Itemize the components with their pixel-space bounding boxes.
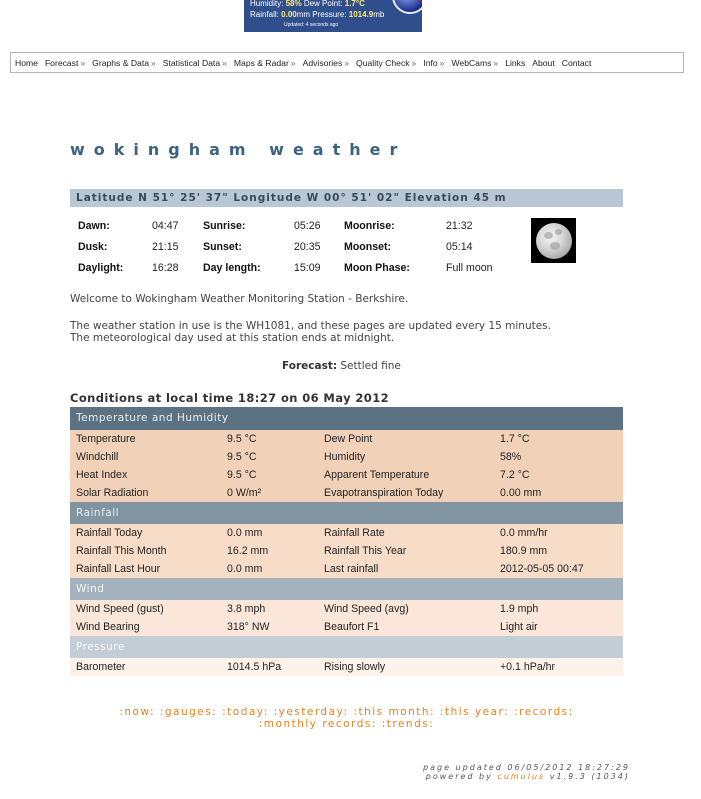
chevron-right-icon: » [439, 57, 445, 68]
chevron-right-icon: » [493, 57, 499, 68]
cell-label: Wind Speed (gust) [76, 603, 164, 615]
cell-value: 0.0 mm [227, 527, 263, 539]
footer-links-line1[interactable]: :now: :gauges: :today: :yesterday: :this month: :this year: :records: [119, 706, 574, 718]
table-row [70, 618, 623, 636]
nav-item-label: Contact [561, 57, 592, 68]
section-pressure: Pressure [70, 636, 623, 658]
banner-pressure-unit: mb [373, 10, 385, 19]
cell-label: Beaufort F1 [324, 621, 380, 633]
cell-label: Dew Point [324, 433, 373, 445]
cell-value: 3.8 mph [227, 603, 266, 615]
footer-links [70, 706, 623, 730]
nav-item-label: Maps & Radar [233, 57, 289, 68]
location-bar: Latitude N 51° 25' 37" Longitude W 00° 51' 02" Elevation 45 m [70, 189, 623, 207]
weather-banner [244, 0, 422, 32]
daylength-value: 15:09 [294, 262, 321, 274]
banner-humidity-label: Humidity: [250, 0, 284, 8]
dawn-value: 04:47 [152, 220, 179, 232]
forecast-label: Forecast: [282, 360, 338, 372]
cell-label: Rainfall Last Hour [76, 563, 161, 575]
cell-label: Rainfall Today [76, 527, 143, 539]
powered-by-prefix: powered by [425, 772, 493, 781]
nav-item-label: Links [505, 57, 526, 68]
cell-label: Rainfall Rate [324, 527, 385, 539]
nav-item-maps-radar[interactable] [234, 58, 296, 68]
table-row [70, 484, 623, 502]
table-row [70, 466, 623, 484]
cell-label: Wind Bearing [76, 621, 140, 633]
dusk-value: 21:15 [152, 241, 179, 253]
page-title: wokingham weather [70, 140, 407, 159]
nav-item-links[interactable] [505, 58, 525, 68]
table-row [70, 448, 623, 466]
cell-label: Rainfall This Year [324, 545, 407, 557]
nav-item-label: Advisories [302, 57, 343, 68]
cell-label: Humidity [324, 451, 366, 463]
nav-item-contact[interactable] [562, 58, 592, 68]
chevron-right-icon: » [344, 57, 350, 68]
banner-updated: Updated: 4 seconds ago [284, 22, 339, 28]
nav-item-webcams[interactable] [451, 58, 498, 68]
section-wind: Wind [70, 578, 623, 600]
page-updated-line: page updated 06/05/2012 18:27:29 [423, 763, 630, 772]
nav-item-label: Graphs & Data [92, 57, 149, 68]
cell-label: Wind Speed (avg) [324, 603, 409, 615]
cell-value: 318° NW [227, 621, 270, 633]
cell-value: 9.5 °C [227, 469, 257, 481]
welcome-text: Welcome to Wokingham Weather Monitoring Station - Berkshire. [70, 293, 409, 305]
table-row [70, 560, 623, 578]
table-row [70, 524, 623, 542]
section-temperature-humidity: Temperature and Humidity [70, 407, 623, 430]
cell-value: 1.7 °C [500, 433, 530, 445]
cell-value: 7.2 °C [500, 469, 530, 481]
cell-value: 58% [500, 451, 522, 463]
cell-value: 180.9 mm [500, 545, 548, 557]
cell-value: 0.0 mm/hr [500, 527, 548, 539]
powered-by-line [423, 772, 630, 781]
nav-item-home[interactable] [15, 58, 38, 68]
daylength-label: Day length: [203, 262, 261, 274]
daylight-value: 16:28 [152, 262, 179, 274]
nav-item-advisories[interactable] [303, 58, 349, 68]
banner-dewpoint-label: Dew Point: [303, 0, 343, 8]
cell-value: 9.5 °C [227, 451, 257, 463]
nav-item-quality-check[interactable] [356, 58, 416, 68]
nav-item-label: Quality Check [356, 57, 410, 68]
nav-item-graphs-data[interactable] [92, 58, 156, 68]
cell-label: Solar Radiation [76, 487, 149, 499]
conditions-heading: Conditions at local time 18:27 on 06 May 2012 [70, 391, 389, 405]
moonset-label: Moonset: [344, 241, 392, 253]
banner-line-rainfall [250, 10, 384, 19]
cumulus-link[interactable]: cumulus [497, 772, 546, 781]
cell-value: 0.0 mm [227, 563, 263, 575]
table-row [70, 658, 623, 676]
cell-value: Light air [500, 621, 538, 633]
chevron-right-icon: » [222, 57, 227, 68]
moonset-value: 05:14 [446, 241, 473, 253]
moonrise-label: Moonrise: [344, 220, 395, 232]
banner-dewpoint-value: 1.7°C [344, 0, 365, 8]
cell-label: Evapotranspiration Today [324, 487, 444, 499]
nav-item-label: About [532, 57, 555, 68]
banner-pressure-value: 1014.9 [348, 10, 374, 19]
station-info-2: The meteorological day used at this station ends at midnight. [70, 332, 395, 344]
nav-item-label: Forecast [44, 57, 79, 68]
chevron-right-icon: » [290, 57, 296, 68]
chevron-right-icon: » [80, 57, 86, 68]
cell-value: 0.00 mm [500, 487, 542, 499]
cell-label: Temperature [76, 433, 136, 445]
banner-rainfall-value: 0.00 [281, 10, 297, 19]
table-row [70, 430, 623, 448]
cell-value: 2012-05-05 00:47 [500, 563, 584, 575]
section-rainfall: Rainfall [70, 502, 623, 524]
cell-label: Windchill [76, 451, 119, 463]
cell-label: Barometer [76, 661, 126, 673]
cell-value: 16.2 mm [227, 545, 269, 557]
banner-pressure-label: Pressure: [312, 10, 347, 19]
station-info-1: The weather station in use is the WH1081, and these pages are updated every 15 minutes. [70, 320, 551, 332]
cell-value: 9.5 °C [227, 433, 257, 445]
nav-item-label: Statistical Data [162, 57, 221, 68]
sunrise-label: Sunrise: [203, 220, 246, 232]
nav-item-label: WebCams [451, 57, 492, 68]
banner-humidity-value: 58% [285, 0, 302, 8]
cell-value: 1.9 mph [500, 603, 539, 615]
nav-item-label: Info [423, 57, 438, 68]
cell-value: 1014.5 hPa [227, 661, 282, 673]
chevron-right-icon: » [411, 57, 417, 68]
nav-item-forecast[interactable] [45, 58, 85, 68]
cumulus-version: v1.9.3 (1034) [549, 772, 630, 781]
cell-label: Last rainfall [324, 563, 379, 575]
forecast-line [282, 360, 401, 372]
banner-rainfall-unit: mm [296, 10, 311, 19]
dawn-label: Dawn: [78, 220, 110, 232]
banner-rainfall-label: Rainfall: [250, 10, 279, 19]
nav-item-info[interactable] [423, 58, 444, 68]
forecast-value: Settled fine [340, 360, 401, 372]
moonphase-label: Moon Phase: [344, 262, 410, 274]
daylight-label: Daylight: [78, 262, 124, 274]
cell-label: Heat Index [76, 469, 128, 481]
moon-phase-icon [531, 218, 576, 263]
table-row [70, 600, 623, 618]
nav-item-statistical-data[interactable] [163, 58, 227, 68]
page-updated [423, 763, 630, 781]
table-row [70, 542, 623, 560]
sunset-value: 20:35 [294, 241, 321, 253]
moonrise-value: 21:32 [446, 220, 473, 232]
cell-label: Rainfall This Month [76, 545, 167, 557]
cell-label: Apparent Temperature [324, 469, 430, 481]
moonphase-value: Full moon [446, 262, 493, 274]
main-nav [10, 52, 684, 73]
cell-label: Rising slowly [324, 661, 386, 673]
nav-item-about[interactable] [532, 58, 554, 68]
sunset-label: Sunset: [203, 241, 242, 253]
banner-line-humidity [250, 0, 365, 8]
cell-value: 0 W/m² [227, 487, 262, 499]
footer-links-line2[interactable]: :monthly records: :trends: [258, 718, 435, 730]
chevron-right-icon: » [151, 57, 156, 68]
sunrise-value: 05:26 [294, 220, 321, 232]
wind-gauge-icon [392, 0, 422, 14]
dusk-label: Dusk: [78, 241, 108, 253]
nav-item-label: Home [15, 57, 38, 68]
cell-value: +0.1 hPa/hr [500, 661, 556, 673]
conditions-table [70, 407, 623, 676]
